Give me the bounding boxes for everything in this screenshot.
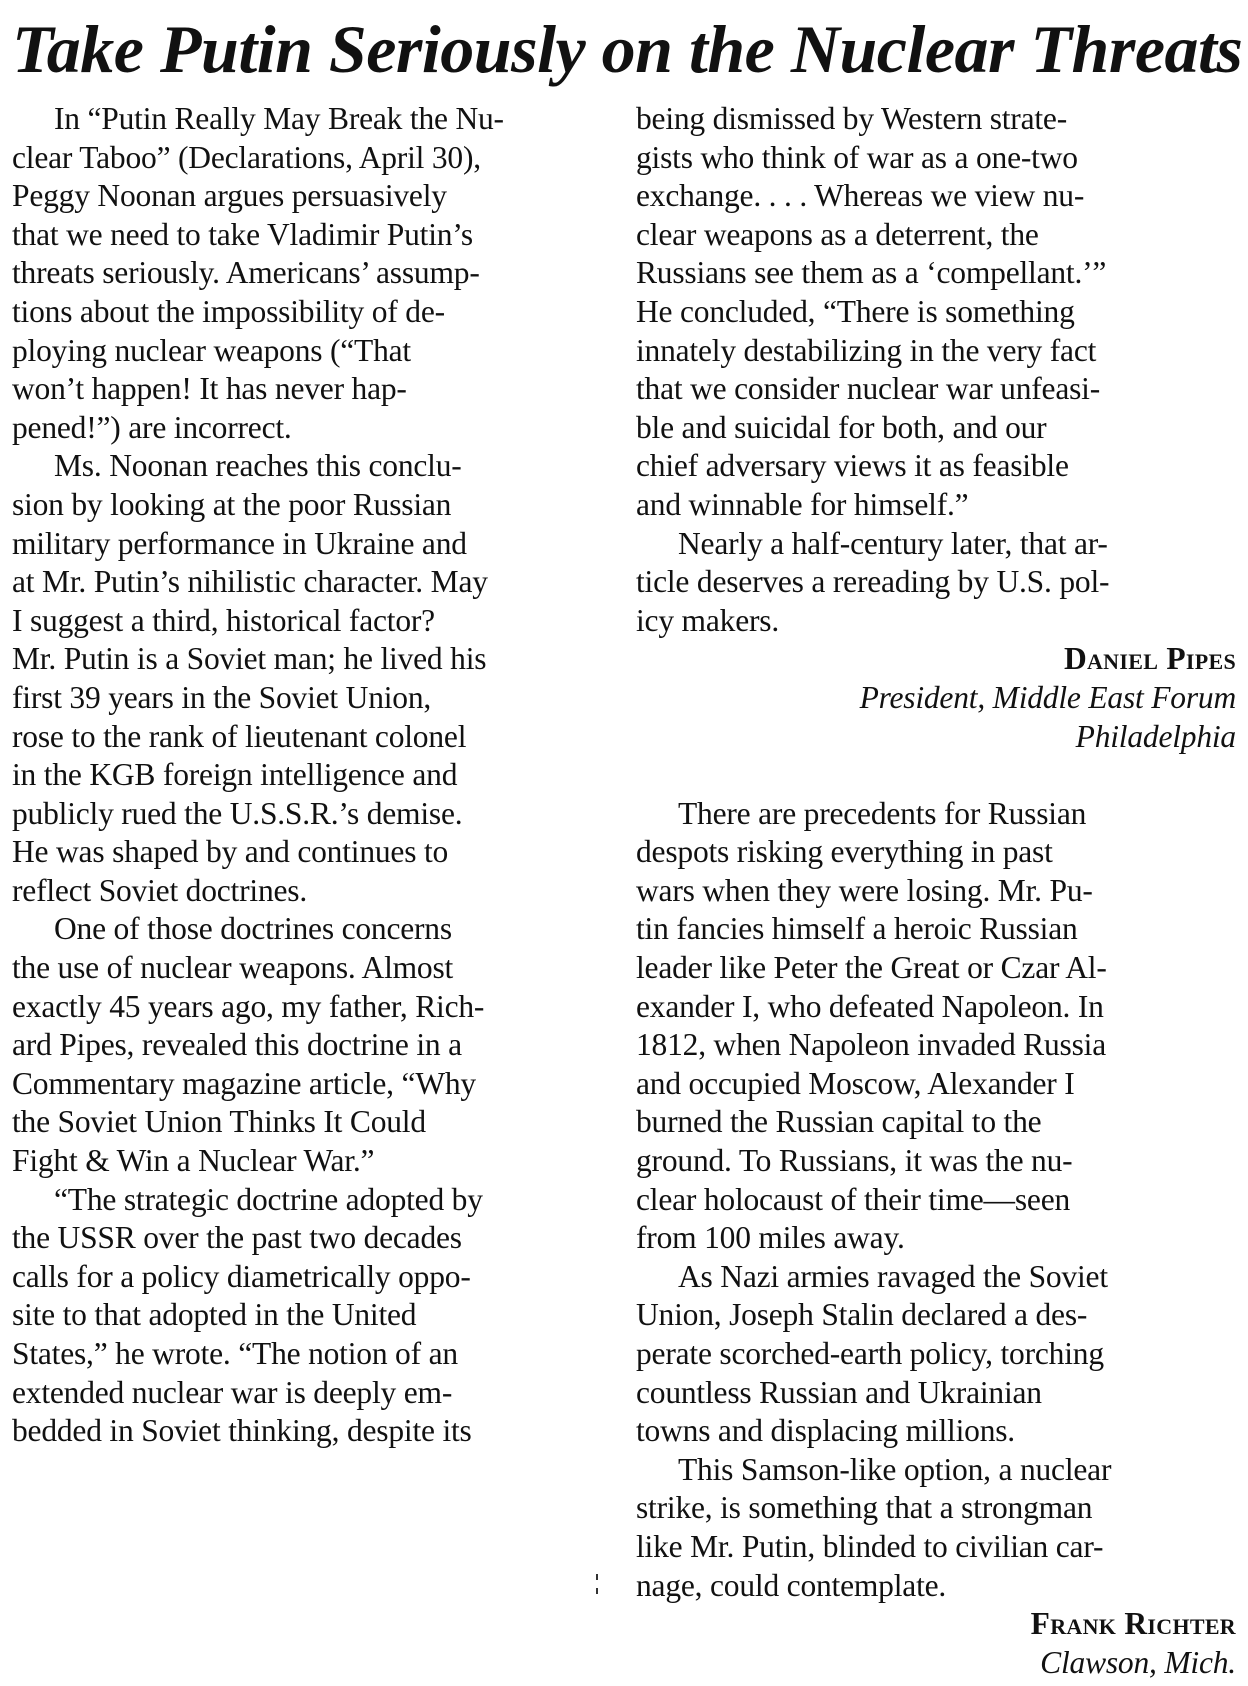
letter-2-text <box>636 795 1236 1605</box>
text-line: pened!”) are incorrect. <box>12 409 292 445</box>
text-line: ground. To Russians, it was the nu- <box>636 1143 1073 1179</box>
left-column <box>12 100 612 1451</box>
text-line: burned the Russian capital to the <box>636 1104 1042 1140</box>
text-line: chief adversary views it as feasible <box>636 448 1069 484</box>
text-line: Mr. Putin is a Soviet man; he lived his <box>12 641 487 677</box>
text-line: “The strategic doctrine adopted by <box>54 1181 483 1217</box>
text-line: tin fancies himself a heroic Russian <box>636 911 1078 947</box>
text-line: Union, Joseph Stalin declared a des- <box>636 1297 1088 1333</box>
text-line: exander I, who defeated Napoleon. In <box>636 988 1104 1024</box>
text-line: calls for a policy diametrically oppo- <box>12 1258 471 1294</box>
letter-1-continuation <box>636 100 1236 640</box>
signature-1-location: Philadelphia <box>1075 718 1236 754</box>
signature-2-name: Frank Richter <box>1030 1606 1236 1642</box>
text-line: One of those doctrines concerns <box>54 911 452 947</box>
letter-separator <box>636 756 1236 795</box>
text-line: In “Putin Really May Break the Nu- <box>54 101 504 136</box>
text-line: countless Russian and Ukrainian <box>636 1374 1042 1410</box>
text-line: icy makers. <box>636 602 779 638</box>
text-line: ard Pipes, revealed this doctrine in a <box>12 1027 462 1063</box>
text-line: As Nazi armies ravaged the Soviet <box>678 1258 1108 1294</box>
text-line: He concluded, “There is something <box>636 293 1075 329</box>
text-line: ble and suicidal for both, and our <box>636 409 1047 445</box>
text-line: towns and displacing millions. <box>636 1413 1015 1449</box>
text-line: and occupied Moscow, Alexander I <box>636 1065 1075 1101</box>
text-line: bedded in Soviet thinking, despite its <box>12 1413 472 1449</box>
text-line: despots risking everything in past <box>636 834 1053 870</box>
text-line: nage, could contemplate. <box>636 1567 947 1603</box>
text-line: threats seriously. Americans’ assump- <box>12 255 480 291</box>
signature-1-name: Daniel Pipes <box>1063 641 1236 677</box>
text-line: tions about the impossibility of de- <box>12 293 445 329</box>
text-line: ploying nuclear weapons (“That <box>12 332 411 368</box>
text-line: He was shaped by and continues to <box>12 834 449 870</box>
text-line: and winnable for himself.” <box>636 486 969 522</box>
text-line: the use of nuclear weapons. Almost <box>12 950 454 986</box>
text-line: reflect Soviet doctrines. <box>12 872 308 908</box>
text-line: sion by looking at the poor Russian <box>12 486 452 522</box>
text-line: won’t happen! It has never hap- <box>12 371 407 407</box>
text-line: site to that adopted in the United <box>12 1297 417 1333</box>
article-title: Take Putin Seriously on the Nuclear Threats <box>12 11 1243 87</box>
text-line: exactly 45 years ago, my father, Rich- <box>12 988 485 1024</box>
text-line: from 100 miles away. <box>636 1220 905 1256</box>
text-line: extended nuclear war is deeply em- <box>12 1374 453 1410</box>
text-line: in the KGB foreign intelligence and <box>12 757 458 793</box>
text-line: Commentary magazine article, “Why <box>12 1065 476 1101</box>
text-line: Russians see them as a ‘compellant.’” <box>636 255 1107 291</box>
text-line: leader like Peter the Great or Czar Al- <box>636 950 1107 986</box>
text-line: Nearly a half-century later, that ar- <box>678 525 1108 561</box>
text-line: first 39 years in the Soviet Union, <box>12 679 432 715</box>
text-line: rose to the rank of lieutenant colonel <box>12 718 467 754</box>
text-line: I suggest a third, historical factor? <box>12 602 435 638</box>
text-line: States,” he wrote. “The notion of an <box>12 1336 458 1371</box>
text-line: wars when they were losing. Mr. Pu- <box>636 872 1093 908</box>
text-line: Peggy Noonan argues persuasively <box>12 178 447 214</box>
text-line: that we consider nuclear war unfeasi- <box>636 371 1101 407</box>
text-line: Fight & Win a Nuclear War.” <box>12 1143 375 1179</box>
text-line: being dismissed by Western strate- <box>636 101 1068 136</box>
right-column <box>636 100 1236 1682</box>
text-line: 1812, when Napoleon invaded Russia <box>636 1027 1106 1063</box>
text-line: publicly rued the U.S.S.R.’s demise. <box>12 795 463 831</box>
text-line: gists who think of war as a one-two <box>636 139 1078 175</box>
text-line: military performance in Ukraine and <box>12 525 467 561</box>
text-line: innately destabilizing in the very fact <box>636 332 1097 368</box>
signature-1-title: President, Middle East Forum <box>859 679 1236 715</box>
signature-2-location: Clawson, Mich. <box>1040 1644 1236 1680</box>
text-line: like Mr. Putin, blinded to civilian car- <box>636 1528 1104 1564</box>
text-line: strike, is something that a strongman <box>636 1490 1093 1526</box>
text-line: that we need to take Vladimir Putin’s <box>12 216 473 252</box>
text-line: perate scorched-earth policy, torching <box>636 1336 1104 1371</box>
text-line: This Samson-like option, a nuclear <box>678 1451 1112 1487</box>
text-line: Ms. Noonan reaches this conclu- <box>54 448 462 484</box>
text-line: the USSR over the past two decades <box>12 1220 462 1256</box>
text-line: clear holocaust of their time—seen <box>636 1181 1071 1217</box>
text-line: ticle deserves a rereading by U.S. pol- <box>636 564 1110 600</box>
text-line: clear Taboo” (Declarations, April 30), <box>12 139 481 175</box>
text-line: clear weapons as a deterrent, the <box>636 216 1039 252</box>
text-line: exchange. . . . Whereas we view nu- <box>636 178 1085 214</box>
text-line: There are precedents for Russian <box>678 795 1087 831</box>
left-column-text <box>12 100 612 1451</box>
text-line: at Mr. Putin’s nihilistic character. May <box>12 564 488 600</box>
text-line: the Soviet Union Thinks It Could <box>12 1104 426 1140</box>
print-speck <box>596 1574 598 1606</box>
